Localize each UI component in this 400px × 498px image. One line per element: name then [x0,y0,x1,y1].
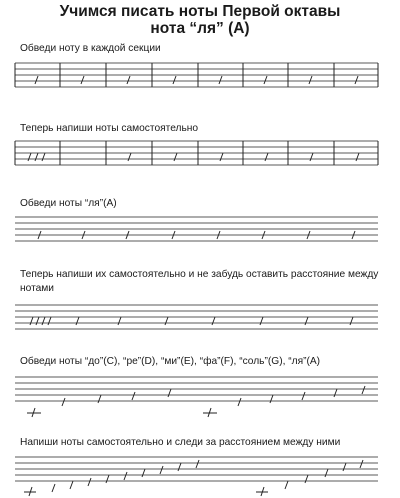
traced-note-marks [27,386,365,417]
instruction-4: Теперь напиши их самостоятельно и не забудь оставить расстояние между нотами [20,269,379,294]
instruction-1: Обведи ноту в каждой секции [20,43,161,54]
written-note-marks [24,460,363,496]
written-note-marks [28,153,359,161]
traced-note-marks [35,76,358,84]
page-title: Учимся писать ноты Первой октавы [59,3,341,20]
music-staff-5 [0,372,400,422]
music-staff-2 [0,136,400,176]
instruction-2: Теперь напиши ноты самостоятельно [20,123,199,134]
page-subtitle: нота “ля” (А) [150,20,250,37]
music-staff-6 [0,452,400,498]
music-staff-1 [0,58,400,98]
instruction-3: Обведи ноты “ля”(А) [20,198,117,209]
instruction-5: Обведи ноты “до”(С), “ре”(D), “ми”(Е), “фа”(F), “соль”(G), “ля”(A) [20,356,321,367]
written-note-marks [30,317,353,325]
music-staff-4 [0,300,400,340]
music-staff-3 [0,212,400,252]
instruction-6: Напиши ноты самостоятельно и следи за расстоянием между ними [20,437,341,448]
